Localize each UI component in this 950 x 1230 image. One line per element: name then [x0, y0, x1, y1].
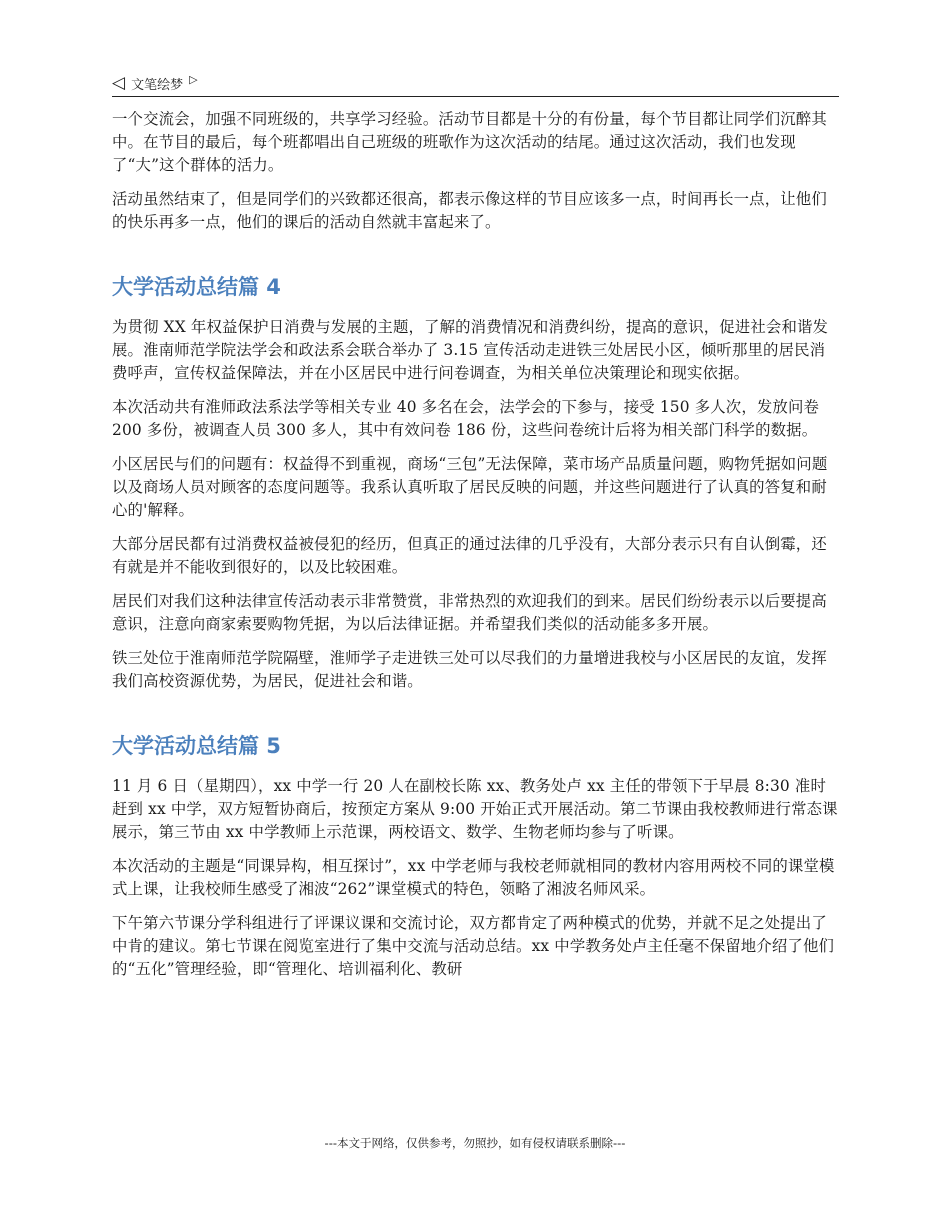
paragraph: 11 月 6 日（星期四），xx 中学一行 20 人在副校长陈 xx、教务处卢 xx 主任的带领下于早晨 8:30 准时赶到 xx 中学，双方短暂协商后，按预定方案从 9:00 开始正式开展活动。第二节课由我校教师进行常态课展示，第三节由 xx 中学教师上示范课，两校语文、数学、生物老师均参与了听课。: [112, 777, 838, 841]
document-body: [112, 108, 839, 992]
paragraph: 居民们对我们这种法律宣传活动表示非常赞赏，非常热烈的欢迎我们的到来。居民们纷纷表示以后要提高意识，注意向商家索要购物凭据，为以后法律证据。并希望我们类似的活动能多多开展。: [112, 592, 827, 633]
document-page: [112, 0, 839, 1230]
paragraph: 小区居民与们的问题有：权益得不到重视，商场“三包”无法保障，菜市场产品质量问题，购物凭据如问题以及商场人员对顾客的态度问题等。我系认真听取了居民反映的问题，并这些问题进行了认真的答复和耐心的'解释。: [112, 455, 828, 519]
brand-label: 文笔绘梦: [131, 77, 184, 93]
paragraph: 大部分居民都有过消费权益被侵犯的经历，但真正的通过法律的几乎没有，大部分表示只有自认倒霉，还有就是并不能收到很好的，以及比较困难。: [112, 535, 827, 576]
triangle-right-icon: ▷: [189, 72, 198, 86]
paragraph: 本次活动的主题是“同课异构，相互探讨”，xx 中学老师与我校老师就相同的教材内容用两校不同的课堂模式上课，让我校师生感受了湘波“262”课堂模式的特色，领略了湘波名师风采。: [112, 857, 835, 898]
paragraph: 下午第六节课分学科组进行了评课议课和交流讨论，双方都肯定了两种模式的优势，并就不足之处提出了中肯的建议。第七节课在阅览室进行了集中交流与活动总结。xx 中学教务处卢主任毫不保留地介绍了他们的“五化”管理经验，即“管理化、培训福利化、教研: [112, 914, 835, 978]
paragraph: 一个交流会，加强不同班级的，共享学习经验。活动节目都是十分的有份量，每个节目都让同学们沉醉其中。在节目的最后，每个班都唱出自己班级的班歌作为这次活动的结尾。通过这次活动，我们也发现了“大”这个群体的活力。: [112, 110, 827, 174]
page-footer: ---本文于网络，仅供参考，勿照抄，如有侵权请联系删除---: [324, 1136, 626, 1150]
page-header: [112, 70, 839, 97]
section-heading: 大学活动总结篇 4: [112, 275, 281, 299]
paragraph: 本次活动共有淮师政法系法学等相关专业 40 多名在会，法学会的下参与，接受 150 多人次，发放问卷 200 多份，被调查人员 300 多人，其中有效问卷 186 份，这些问卷统计后将为相关部门科学的数据。: [112, 398, 820, 439]
paragraph: 铁三处位于淮南师范学院隔壁，淮师学子走进铁三处可以尽我们的力量增进我校与小区居民的友谊，发挥我们高校资源优势，为居民，促进社会和谐。: [112, 649, 827, 690]
section-heading: 大学活动总结篇 5: [112, 734, 281, 758]
paragraph: 为贯彻 XX 年权益保护日消费与发展的主题，了解的消费情况和消费纠纷，提高的意识，促进社会和谐发展。淮南师范学院法学会和政法系会联合举办了 3.15 宣传活动走进铁三处居民小区，倾听那里的居民消费呼声，宣传权益保障法，并在小区居民中进行问卷调查，为相关单位决策理论和现实依据。: [112, 318, 829, 382]
paragraph: 活动虽然结束了，但是同学们的兴致都还很高，都表示像这样的节目应该多一点，时间再长一点，让他们的快乐再多一点，他们的课后的活动自然就丰富起来了。: [112, 190, 827, 231]
triangle-left-icon: ◁: [112, 72, 126, 93]
